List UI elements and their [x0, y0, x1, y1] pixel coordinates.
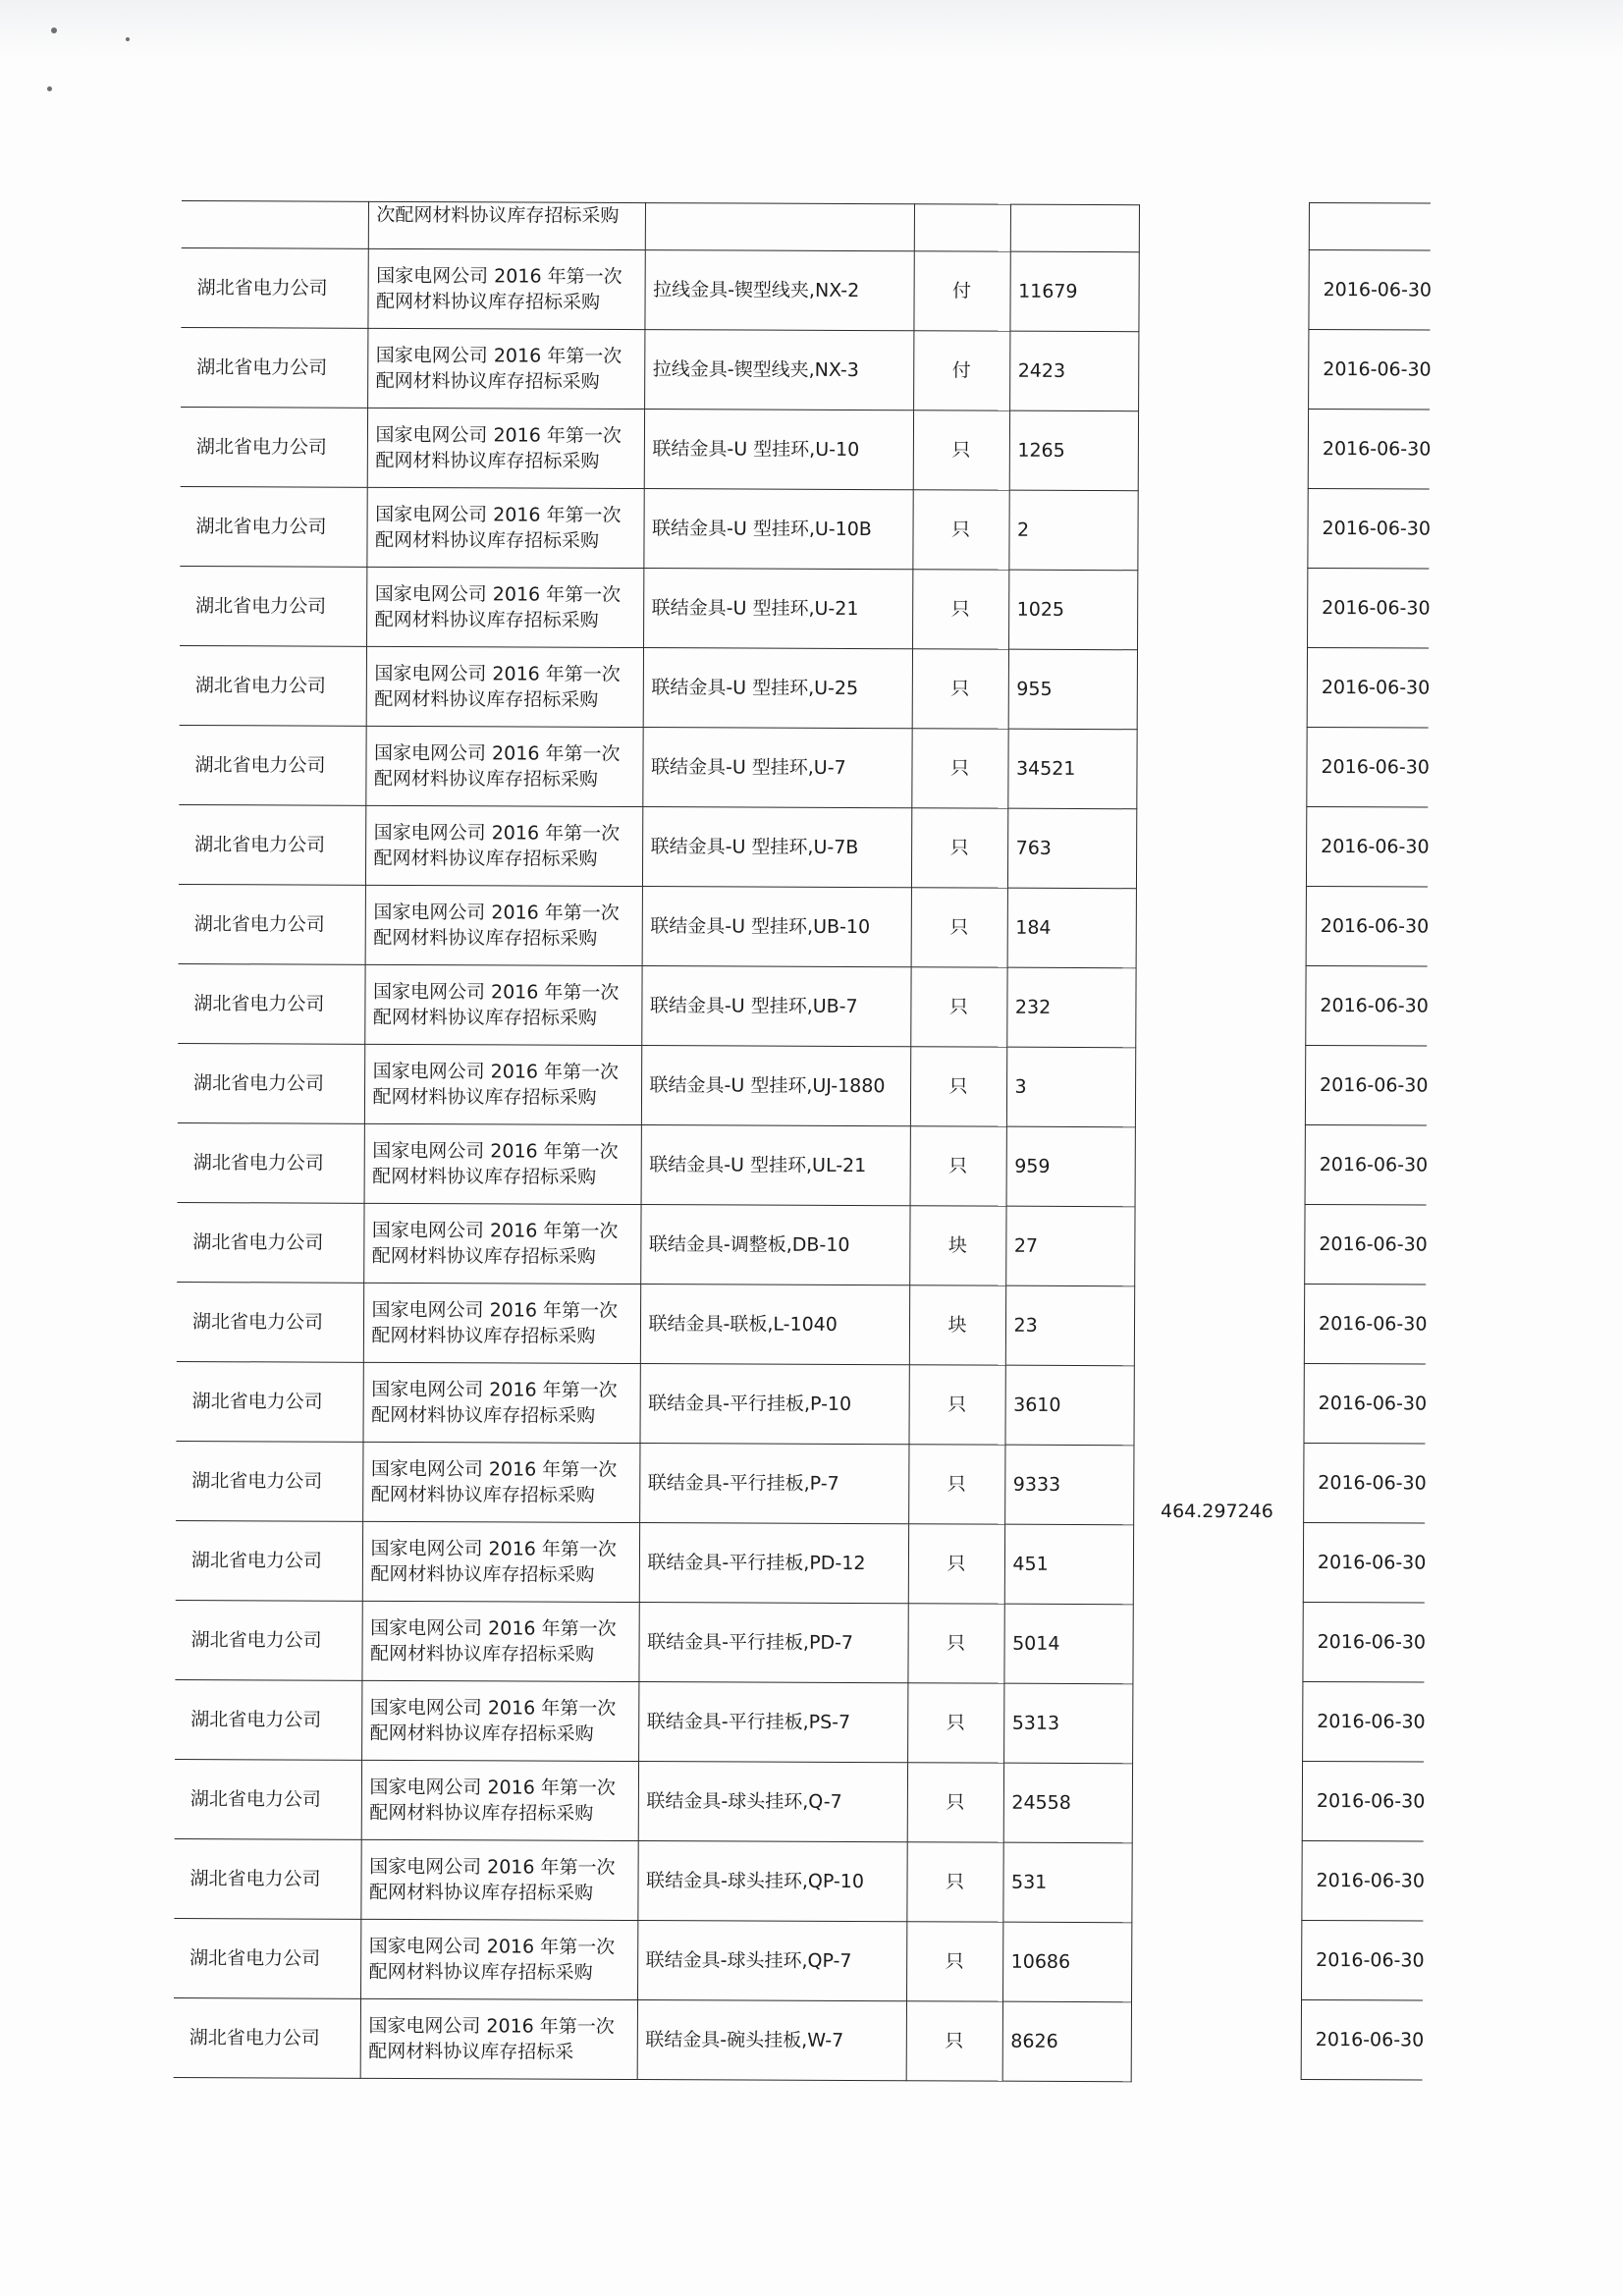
- project-cell: 国家电网公司 2016 年第一次配网材料协议库存招标采: [360, 1998, 637, 2079]
- item-cell: 联结金具-球头挂环,QP-7: [637, 1921, 906, 2001]
- quantity-cell: 763: [1007, 808, 1136, 889]
- table-row: [176, 1520, 1133, 1604]
- company-cell: 湖北省电力公司: [178, 1043, 364, 1123]
- date-cell: 2016-06-30: [1308, 488, 1430, 569]
- unit-cell: 只: [907, 1604, 1003, 1683]
- table-row: [1302, 1840, 1424, 1921]
- item-cell: [645, 203, 914, 251]
- project-cell: 国家电网公司 2016 年第一次配网材料协议库存招标采购: [361, 1601, 638, 1681]
- item-cell: 拉线金具-锲型线夹,NX-2: [644, 250, 913, 331]
- project-cell: 国家电网公司 2016 年第一次配网材料协议库存招标采购: [366, 567, 643, 647]
- table-row: [174, 1997, 1131, 2081]
- scan-haze: [0, 0, 1623, 59]
- date-cell: 2016-06-30: [1306, 965, 1428, 1046]
- item-cell: 联结金具-碗头挂板,W-7: [637, 2000, 906, 2081]
- unit-cell: 只: [912, 570, 1008, 649]
- project-cell: 次配网材料协议库存招标采购: [368, 201, 645, 249]
- table-row: [174, 1838, 1131, 1922]
- table-row: [178, 963, 1135, 1047]
- unit-cell: 只: [908, 1445, 1004, 1524]
- date-cell: 2016-06-30: [1307, 647, 1429, 728]
- procurement-table: [174, 200, 1140, 2082]
- unit-cell: 只: [911, 729, 1007, 808]
- unit-cell: 只: [913, 410, 1009, 490]
- company-cell: 湖北省电力公司: [174, 1997, 360, 2078]
- date-cell: 2016-06-30: [1308, 410, 1430, 490]
- table-row: [182, 201, 1139, 252]
- item-cell: 联结金具-U 型挂环,UB-7: [641, 966, 910, 1047]
- company-cell: 湖北省电力公司: [176, 1441, 362, 1521]
- date-cell: 2016-06-30: [1304, 1363, 1426, 1444]
- company-cell: 湖北省电力公司: [174, 1838, 360, 1919]
- project-cell: 国家电网公司 2016 年第一次配网材料协议库存招标采购: [362, 1521, 639, 1602]
- item-cell: 联结金具-U 型挂环,U-10: [644, 410, 913, 490]
- item-cell: 联结金具-调整板,DB-10: [640, 1205, 909, 1285]
- company-cell: 湖北省电力公司: [179, 725, 365, 805]
- item-cell: 联结金具-U 型挂环,UJ-1880: [641, 1046, 910, 1126]
- table-row: [1309, 203, 1431, 251]
- table-row: [180, 486, 1137, 570]
- table-row: [175, 1600, 1132, 1683]
- item-cell: 联结金具-联板,L-1040: [640, 1285, 909, 1365]
- quantity-cell: 34521: [1007, 729, 1136, 809]
- quantity-cell: 451: [1004, 1524, 1133, 1605]
- unit-cell: 只: [906, 2001, 1002, 2081]
- table-row: [181, 247, 1138, 331]
- item-cell: 联结金具-平行挂板,P-7: [639, 1444, 908, 1524]
- project-cell: 国家电网公司 2016 年第一次配网材料协议库存招标采购: [361, 1760, 638, 1840]
- item-cell: 联结金具-平行挂板,P-10: [639, 1364, 908, 1445]
- item-cell: 联结金具-U 型挂环,UB-10: [642, 887, 911, 967]
- item-cell: 联结金具-平行挂板,PD-7: [638, 1603, 907, 1683]
- quantity-cell: 8626: [1002, 2001, 1131, 2082]
- table-row: [1302, 1920, 1424, 2000]
- table-row: [1303, 1681, 1425, 1762]
- item-cell: 联结金具-U 型挂环,U-7: [642, 728, 911, 808]
- project-cell: 国家电网公司 2016 年第一次配网材料协议库存招标采购: [365, 885, 642, 965]
- table-row: [1307, 727, 1429, 807]
- company-cell: 湖北省电力公司: [174, 1918, 360, 1998]
- table-row: [174, 1918, 1131, 2001]
- project-cell: 国家电网公司 2016 年第一次配网材料协议库存招标采购: [367, 408, 644, 488]
- table-row: [175, 1759, 1132, 1842]
- table-row: [179, 884, 1136, 967]
- project-cell: 国家电网公司 2016 年第一次配网材料协议库存招标采购: [366, 646, 643, 727]
- table-row: [179, 725, 1136, 808]
- company-cell: 湖北省电力公司: [181, 407, 367, 487]
- table-row: [177, 1202, 1134, 1285]
- table-row: [1307, 647, 1429, 728]
- table-row: [181, 327, 1138, 410]
- quantity-cell: 27: [1005, 1206, 1134, 1286]
- table-row: [1306, 965, 1428, 1046]
- table-row: [1302, 1761, 1424, 1841]
- table-row: [178, 1043, 1135, 1126]
- project-cell: 国家电网公司 2016 年第一次配网材料协议库存招标采购: [362, 1362, 639, 1443]
- table-row: [178, 1122, 1135, 1206]
- project-cell: 国家电网公司 2016 年第一次配网材料协议库存招标采购: [365, 726, 642, 806]
- company-cell: 湖北省电力公司: [178, 1122, 364, 1203]
- table-row: [176, 1361, 1133, 1445]
- table-row: [1308, 488, 1430, 569]
- date-cell: 2016-06-30: [1303, 1602, 1425, 1682]
- quantity-cell: 232: [1006, 967, 1135, 1048]
- quantity-cell: 24558: [1003, 1763, 1132, 1843]
- table-row: [1304, 1363, 1426, 1444]
- quantity-cell: 9333: [1004, 1445, 1133, 1525]
- date-cell: 2016-06-30: [1309, 330, 1431, 410]
- company-cell: 湖北省电力公司: [176, 1361, 362, 1442]
- project-cell: 国家电网公司 2016 年第一次配网材料协议库存招标采购: [360, 1919, 637, 1999]
- scan-speck: [47, 86, 52, 91]
- date-cell: 2016-06-30: [1306, 806, 1428, 887]
- scan-speck: [51, 27, 57, 33]
- date-cell: 2016-06-30: [1307, 727, 1429, 807]
- company-cell: 湖北省电力公司: [176, 1520, 362, 1601]
- scan-speck: [126, 37, 130, 41]
- table-row: [180, 645, 1137, 729]
- company-cell: [182, 201, 368, 249]
- quantity-cell: 184: [1007, 888, 1136, 968]
- unit-cell: 只: [910, 1126, 1006, 1206]
- date-cell: 2016-06-30: [1301, 1999, 1423, 2080]
- quantity-cell: [1010, 204, 1139, 252]
- company-cell: 湖北省电力公司: [177, 1282, 363, 1362]
- project-cell: 国家电网公司 2016 年第一次配网材料协议库存招标采购: [362, 1442, 639, 1522]
- company-cell: 湖北省电力公司: [181, 247, 367, 328]
- quantity-cell: 23: [1005, 1285, 1134, 1366]
- company-cell: 湖北省电力公司: [178, 963, 364, 1044]
- project-cell: 国家电网公司 2016 年第一次配网材料协议库存招标采购: [364, 964, 641, 1045]
- date-cell: 2016-06-30: [1302, 1761, 1424, 1841]
- quantity-cell: 11679: [1009, 251, 1138, 332]
- item-cell: 联结金具-U 型挂环,U-21: [643, 569, 912, 649]
- table-row: [179, 804, 1136, 888]
- table-row: [1309, 250, 1431, 331]
- unit-cell: 只: [910, 1047, 1006, 1126]
- date-cell: 2016-06-30: [1308, 568, 1430, 648]
- company-cell: 湖北省电力公司: [175, 1679, 361, 1760]
- table-row: [176, 1441, 1133, 1524]
- unit-cell: 只: [907, 1763, 1003, 1842]
- project-cell: 国家电网公司 2016 年第一次配网材料协议库存招标采购: [367, 328, 644, 409]
- quantity-cell: 959: [1006, 1126, 1135, 1207]
- date-cell: 2016-06-30: [1302, 1920, 1424, 2000]
- quantity-cell: 1265: [1009, 410, 1138, 491]
- project-cell: 国家电网公司 2016 年第一次配网材料协议库存招标采购: [364, 1123, 641, 1204]
- unit-cell: 只: [907, 1683, 1003, 1763]
- date-cell: 2016-06-30: [1305, 1045, 1427, 1125]
- item-cell: 拉线金具-锲型线夹,NX-3: [644, 330, 913, 410]
- unit-cell: 只: [912, 490, 1008, 570]
- quantity-cell: 531: [1002, 1842, 1131, 1923]
- quantity-cell: 2423: [1009, 331, 1138, 411]
- table-row: [1304, 1284, 1426, 1364]
- table-row: [180, 566, 1137, 649]
- date-cell: 2016-06-30: [1303, 1681, 1425, 1762]
- company-cell: 湖北省电力公司: [180, 486, 366, 567]
- company-cell: 湖北省电力公司: [179, 804, 365, 885]
- unit-cell: 只: [908, 1524, 1004, 1604]
- date-cell: 2016-06-30: [1309, 250, 1431, 331]
- company-cell: 湖北省电力公司: [177, 1202, 363, 1283]
- date-cell: 2016-06-30: [1304, 1443, 1426, 1523]
- table-row: [1305, 1045, 1427, 1125]
- table-row: [1303, 1522, 1425, 1603]
- table-row: [1305, 1124, 1427, 1205]
- table-row: [1308, 568, 1430, 648]
- company-cell: 湖北省电力公司: [181, 327, 367, 408]
- date-cell: 2016-06-30: [1305, 1124, 1427, 1205]
- merged-amount: 464.297246: [1161, 1501, 1273, 1522]
- item-cell: 联结金具-U 型挂环,UL-21: [641, 1125, 910, 1206]
- date-cell: [1309, 203, 1431, 251]
- table-row: [1306, 806, 1428, 887]
- item-cell: 联结金具-U 型挂环,U-10B: [643, 489, 912, 570]
- unit-cell: [914, 204, 1010, 251]
- unit-cell: 只: [912, 649, 1008, 729]
- item-cell: 联结金具-平行挂板,PD-12: [639, 1523, 908, 1604]
- company-cell: 湖北省电力公司: [175, 1759, 361, 1839]
- unit-cell: 付: [913, 251, 1009, 331]
- item-cell: 联结金具-球头挂环,QP-10: [637, 1841, 906, 1922]
- quantity-cell: 955: [1008, 649, 1137, 730]
- project-cell: 国家电网公司 2016 年第一次配网材料协议库存招标采购: [361, 1680, 638, 1761]
- date-cell: 2016-06-30: [1303, 1522, 1425, 1603]
- company-cell: 湖北省电力公司: [175, 1600, 361, 1680]
- item-cell: 联结金具-球头挂环,Q-7: [638, 1762, 907, 1842]
- table-row: [1304, 1443, 1426, 1523]
- unit-cell: 只: [911, 808, 1007, 888]
- quantity-cell: 5313: [1003, 1683, 1132, 1764]
- quantity-cell: 5014: [1003, 1604, 1132, 1684]
- quantity-cell: 1025: [1008, 570, 1137, 650]
- table-row: [1305, 1204, 1427, 1285]
- quantity-cell: 2: [1008, 490, 1137, 571]
- project-cell: 国家电网公司 2016 年第一次配网材料协议库存招标采购: [363, 1203, 640, 1284]
- table-row: [1308, 410, 1430, 490]
- unit-cell: 只: [908, 1365, 1004, 1445]
- table-row: [181, 407, 1138, 490]
- date-cell: 2016-06-30: [1305, 1204, 1427, 1285]
- unit-cell: 付: [913, 331, 1009, 410]
- table-row: [175, 1679, 1132, 1763]
- item-cell: 联结金具-U 型挂环,U-7B: [642, 807, 911, 888]
- project-cell: 国家电网公司 2016 年第一次配网材料协议库存招标采购: [365, 805, 642, 886]
- unit-cell: 只: [910, 967, 1006, 1047]
- date-cell: 2016-06-30: [1302, 1840, 1424, 1921]
- unit-cell: 只: [911, 888, 1007, 967]
- quantity-cell: 3610: [1004, 1365, 1133, 1446]
- project-cell: 国家电网公司 2016 年第一次配网材料协议库存招标采购: [367, 248, 644, 329]
- item-cell: 联结金具-U 型挂环,U-25: [643, 648, 912, 729]
- table-row: [1309, 330, 1431, 410]
- unit-cell: 只: [906, 1922, 1002, 2001]
- delivery-date-column: [1301, 202, 1431, 2081]
- project-cell: 国家电网公司 2016 年第一次配网材料协议库存招标采购: [360, 1839, 637, 1920]
- unit-cell: 块: [909, 1285, 1005, 1365]
- unit-cell: 只: [906, 1842, 1002, 1922]
- table-row: [177, 1282, 1134, 1365]
- project-cell: 国家电网公司 2016 年第一次配网材料协议库存招标采购: [364, 1044, 641, 1124]
- date-cell: 2016-06-30: [1306, 886, 1428, 966]
- project-cell: 国家电网公司 2016 年第一次配网材料协议库存招标采购: [363, 1283, 640, 1363]
- company-cell: 湖北省电力公司: [180, 645, 366, 726]
- item-cell: 联结金具-平行挂板,PS-7: [638, 1682, 907, 1763]
- company-cell: 湖北省电力公司: [179, 884, 365, 964]
- table-row: [1306, 886, 1428, 966]
- date-cell: 2016-06-30: [1304, 1284, 1426, 1364]
- quantity-cell: 10686: [1002, 1922, 1131, 2002]
- quantity-cell: 3: [1006, 1047, 1135, 1127]
- unit-cell: 块: [909, 1206, 1005, 1285]
- company-cell: 湖北省电力公司: [180, 566, 366, 646]
- table-row: [1303, 1602, 1425, 1682]
- table-row: [1301, 1999, 1423, 2080]
- project-cell: 国家电网公司 2016 年第一次配网材料协议库存招标采购: [366, 487, 643, 568]
